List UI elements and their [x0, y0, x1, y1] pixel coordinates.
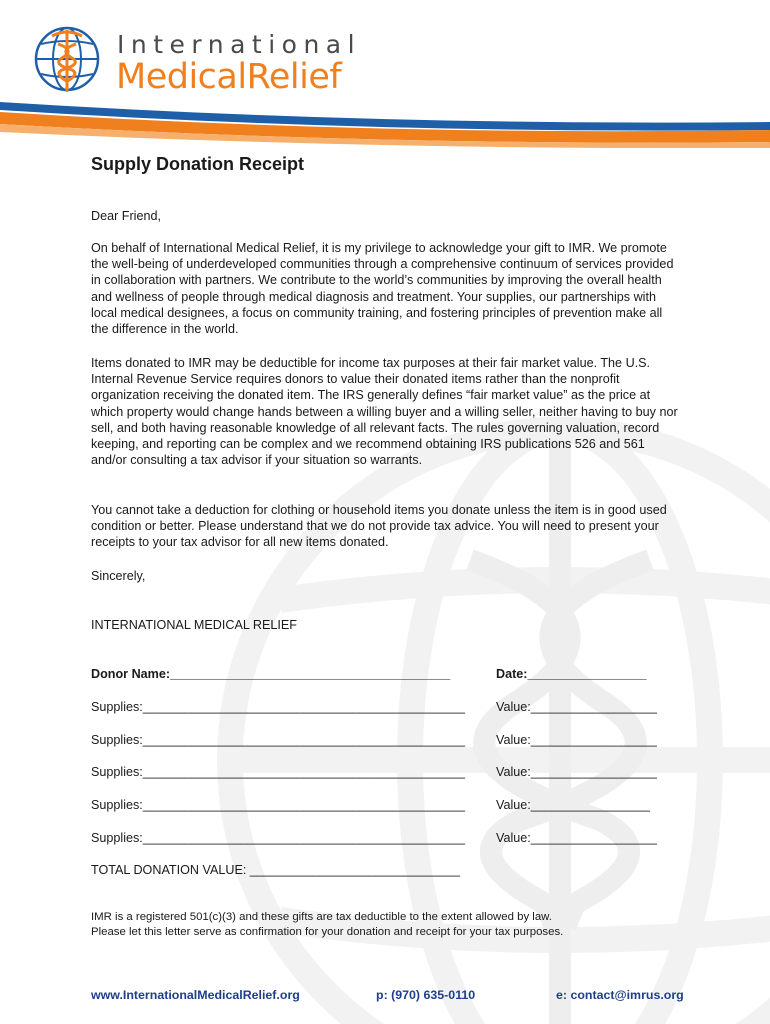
supplies-row	[91, 732, 691, 748]
supplies-field[interactable]: Supplies:______________________________________________	[91, 798, 465, 812]
tax-note-line-2: Please let this letter serve as confirmation for your donation and receipt for your tax purposes.	[91, 926, 564, 938]
footer	[0, 988, 770, 1008]
date-field[interactable]: Date:_________________	[496, 667, 647, 681]
supplies-row	[91, 797, 691, 813]
donor-row	[91, 666, 691, 682]
greeting: Dear Friend,	[91, 209, 161, 223]
total-donation-field[interactable]: TOTAL DONATION VALUE: ______________________________	[91, 863, 460, 877]
value-field[interactable]: Value:__________________	[496, 831, 657, 845]
supplies-field[interactable]: Supplies:______________________________________________	[91, 700, 465, 714]
page-title: Supply Donation Receipt	[91, 154, 305, 174]
value-field[interactable]: Value:_________________	[496, 798, 650, 812]
supplies-field[interactable]: Supplies:______________________________________________	[91, 831, 465, 845]
value-field[interactable]: Value:__________________	[496, 733, 657, 747]
footer-website-link[interactable]: www.InternationalMedicalRelief.org	[91, 988, 300, 1002]
donor-name-field[interactable]: Donor Name:________________________________________	[91, 667, 451, 681]
tax-note	[91, 910, 691, 940]
closing: Sincerely,	[91, 569, 146, 583]
value-field[interactable]: Value:__________________	[496, 700, 657, 714]
brand-wordmark-top: International	[117, 30, 362, 59]
supplies-field[interactable]: Supplies:______________________________________________	[91, 765, 465, 779]
brand-wordmark-main: MedicalRelief	[116, 57, 342, 97]
tax-note-line-1: IMR is a registered 501(c)(3) and these gifts are tax deductible to the extent allowed by law.	[91, 911, 552, 923]
footer-phone: p: (970) 635-0110	[376, 988, 476, 1002]
paragraph-conditions: You cannot take a deduction for clothing or household items you donate unless the item is in good used condition or better. Please understand that we do not provide tax advice. You will need to present your receipts to your tax advisor for all new items donated.	[91, 503, 667, 550]
paragraph-intro: On behalf of International Medical Relief, it is my privilege to acknowledge your gift to IMR. We promote the well-being of underdeveloped communities through a comprehensive continuum of services provided in collaboration with partners. We contribute to the world’s communities by improving the overall health and wellness of people through medical diagnosis and treatment. Your supplies, our partnerships with local medical designees, a focus on community training, and fostering principles of prevention make all the difference in the world.	[91, 241, 674, 337]
supplies-row	[91, 830, 691, 846]
supplies-row	[91, 699, 691, 715]
signature: INTERNATIONAL MEDICAL RELIEF	[91, 618, 297, 632]
supplies-row	[91, 764, 691, 780]
supplies-field[interactable]: Supplies:______________________________________________	[91, 733, 465, 747]
paragraph-tax-deduction: Items donated to IMR may be deductible for income tax purposes at their fair market value. The U.S. Internal Revenue Service requires donors to value their donated items rather than the nonprofit organization receiving the donated item. The IRS generally defines “fair market value” as the price at which property would change hands between a willing buyer and a willing seller, neither having to buy nor sell, and both having reasonable knowledge of all relevant facts. The rules governing valuation, record keeping, and reporting can be complex and we recommend obtaining IRS publications 526 and 561 and/or consulting a tax advisor if your situation so warrants.	[91, 356, 678, 468]
header-swoosh	[0, 96, 770, 148]
imr-globe-logo-icon	[30, 22, 104, 96]
footer-email-link[interactable]: e: contact@imrus.org	[556, 988, 684, 1002]
value-field[interactable]: Value:__________________	[496, 765, 657, 779]
